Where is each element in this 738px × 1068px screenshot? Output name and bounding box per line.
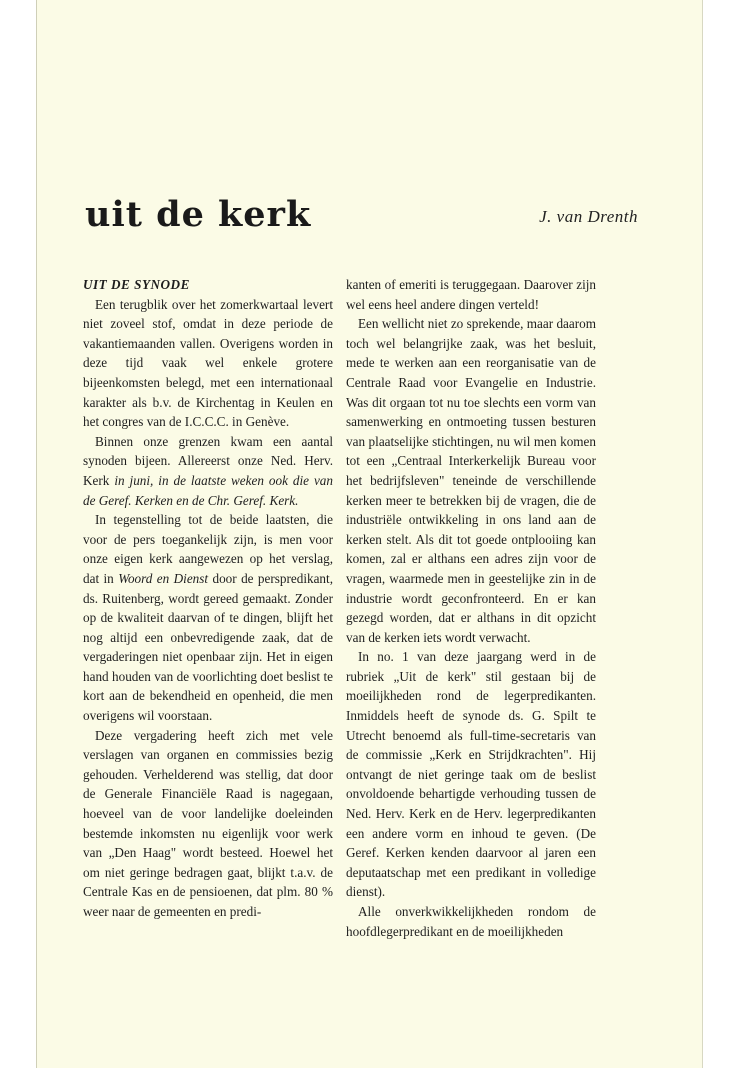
page-title: uit de kerk <box>85 194 312 235</box>
paragraph-text: Binnen onze grenzen kwam een aantal synoden bijeen. Allereerst onze Ned. Herv. Kerk <box>83 433 333 488</box>
paragraph-text: door de perspredikant, ds. Ruitenberg, wordt gereed gemaakt. Zonder op de kwaliteit daarvan of te dingen, blijft het nog altijd een onbevredigende zaak, dat de vergaderingen niet openbaar zijn. Het in eigen hand houden van de voorlichting doet beslist te kort aan de bekendheid en openheid, die men overigens wil voorstaan. <box>83 570 333 724</box>
section-heading: UIT DE SYNODE <box>83 277 190 292</box>
paragraph: Een terugblik over het zomerkwartaal levert niet zoveel stof, omdat in deze periode de vakantiemaanden vallen. Overigens worden in deze tijd vaak wel enkele grotere bijeenkomsten belegd, met een internationaal karakter als b.v. de Kirchentag in Keulen en het congres van de I.C.C.C. in Genève. <box>83 296 333 430</box>
paragraph: Alle onverkwikkelijkheden rondom de hoofdlegerpredikant en de moeilijkheden <box>346 904 596 939</box>
paragraph: Deze vergadering heeft zich met vele verslagen van organen en commissies bezig gehouden. Verhelderend was stellig, dat door de Generale Financiële Raad is nagegaan, hoeveel van de voor landelijke doeleinden bestemde inkomsten nu eigenlijk voor werk van „Den Haag" wordt besteed. Hoewel het om niet geringe bedragen gaat, blijkt t.a.v. de Centrale Kas en de pensioenen, dat plm. 80 % weer naar de gemeenten en predi- <box>83 727 333 919</box>
right-column <box>346 275 596 941</box>
paragraph: kanten of emeriti is teruggegaan. Daarover zijn wel eens heel andere dingen verteld! <box>346 277 596 312</box>
paragraph <box>83 510 333 726</box>
publication-title: Woord en Dienst <box>118 570 209 586</box>
paragraph-italic-text: in juni, in de laatste weken ook die van de Geref. Kerken en de Chr. Geref. Kerk. <box>83 472 333 508</box>
paragraph-text: In tegenstelling tot de beide laatsten, die voor de pers toegankelijk zijn, is men voor onze eigen kerk aangewezen op het verslag, dat in <box>83 512 333 586</box>
author-name: J. van Drenth <box>539 207 638 226</box>
paragraph <box>83 432 333 510</box>
page-sheet <box>36 0 703 1068</box>
paragraph: Een wellicht niet zo sprekende, maar daarom toch wel belangrijke zaak, was het besluit, mede te werken aan een reorganisatie van de Centrale Raad voor Evangelie en Industrie. Was dit orgaan tot nu toe slechts een vorm van samenwerking en ontmoeting tussen besturen van plaatselijke stichtingen, nu wil men komen tot een „Centraal Interkerkelijk Bureau voor het bedrijfsleven" teneinde de verschillende kerken meer te betrekken bij de vragen, die de industriële ontwikkeling in ons land aan de kerken stelt. Als dit tot goede ontplooiing kan komen, zal er althans een adres zijn voor de vragen, waarmede men in geestelijke zin in de industrie wordt geconfronteerd. En er kan gezegd worden, dat er althans in dit opzicht van de kerken iets wordt verwacht. <box>346 316 596 645</box>
paragraph: In no. 1 van deze jaargang werd in de rubriek „Uit de kerk" stil gestaan bij de moeilijkheden rond de legerpredikanten. Inmiddels heeft de synode ds. G. Spilt te Utrecht benoemd als full-time-secretaris van de commissie „Kerk en Strijdkrachten". Hij ontvangt de niet geringe taak om de beslist onvoldoende behartigde verhouding tussen de Ned. Herv. Kerk en de Herv. legerpredikanten een andere vorm en inhoud te geven. (De Geref. Kerken kenden daarvoor al jaren een deputaatschap met een predikant in volledige dienst). <box>346 649 596 900</box>
left-column <box>83 275 333 922</box>
